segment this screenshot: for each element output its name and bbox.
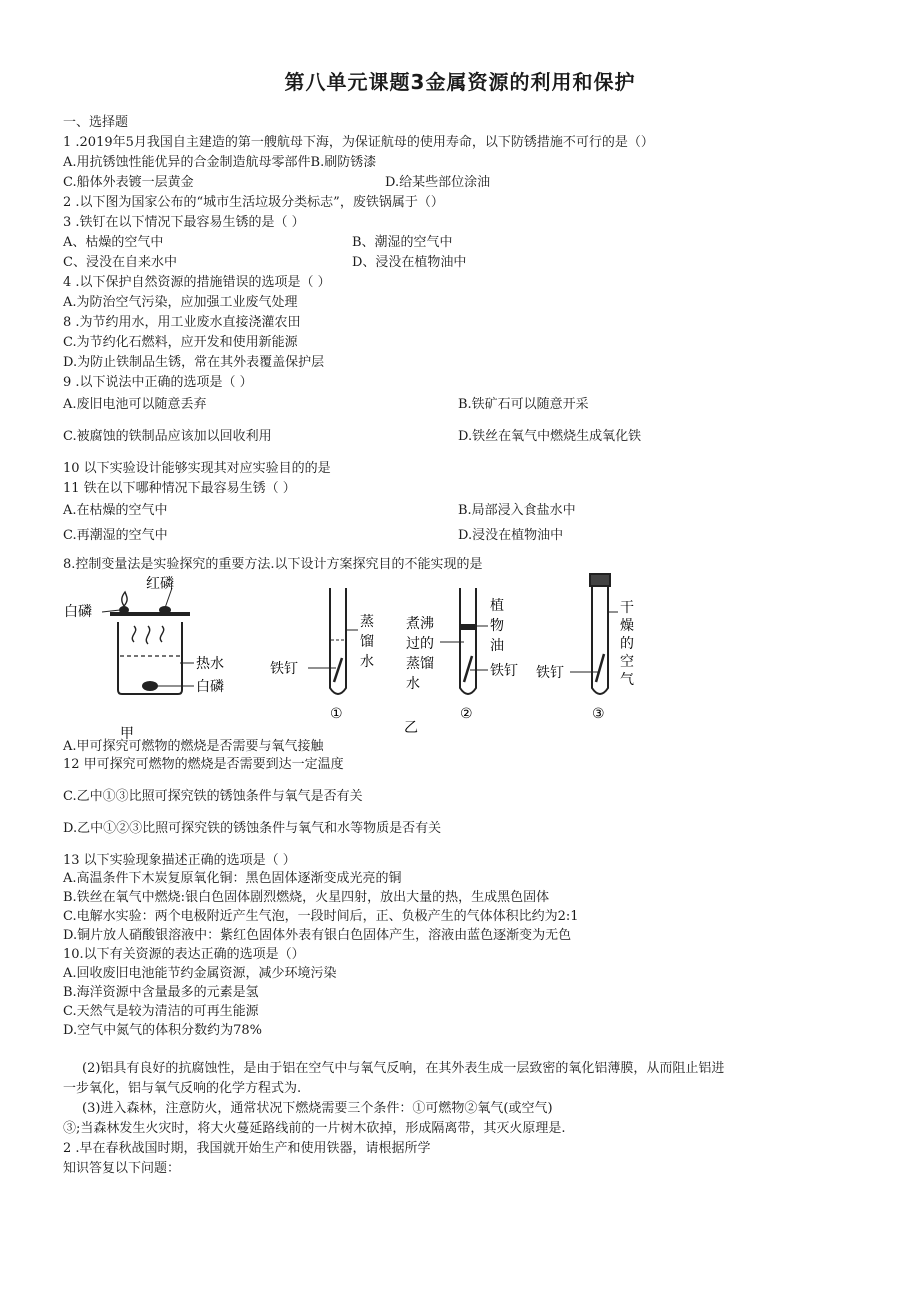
- q9-option-c: C.被腐蚀的铁制品应该加以回收利用: [63, 429, 272, 444]
- q9-stem: 9 .以下说法中正确的选项是（ ）: [63, 375, 253, 390]
- q2b-line-2: 知识答复以下问题：: [63, 1161, 181, 1176]
- q2b-line-1: 2 .早在春秋战国时期，我国就开始生产和使用铁器，请根据所学: [63, 1141, 431, 1156]
- q10-stem: 10 以下实验设计能够实现其对应实验目的的是: [63, 461, 331, 476]
- label-yi: 乙: [404, 720, 418, 736]
- label-hot-water: 热水: [196, 656, 224, 672]
- q11-stem: 11 铁在以下哪种情况下最容易生锈（ ）: [63, 481, 296, 496]
- experiment-figure: [62, 572, 662, 740]
- label-boiled-3: 蒸馏: [406, 656, 434, 672]
- q4-stem: 4 .以下保护自然资源的措施错误的选项是（ ）: [63, 275, 331, 290]
- oil-layer: [461, 624, 475, 630]
- label-tube-2: ②: [460, 706, 473, 722]
- q11-option-a: A.在枯燥的空气中: [63, 503, 168, 518]
- section-heading: 一、选择题: [63, 115, 129, 130]
- q4-option-b: 8 .为节约用水，用工业废水直接浇灌农田: [63, 315, 301, 330]
- label-distilled-water: 蒸馏水: [360, 614, 374, 670]
- label-red-phosphorus: 红磷: [146, 576, 174, 592]
- q10b-stem: 10.以下有关资源的表达正确的选项是（）: [63, 947, 305, 962]
- q13-option-a: A.高温条件下木炭复原氧化铜：黑色固体逐渐变成光亮的铜: [63, 871, 402, 886]
- q2-stem: 2 .以下图为国家公布的“城市生活垃圾分类标志”，废铁锅属于（）: [63, 195, 444, 210]
- q8-option-d: D.乙中①②③比照可探究铁的锈蚀条件与氧气和水等物质是否有关: [63, 821, 442, 836]
- q3-option-c: C、浸没在自来水中: [63, 255, 177, 270]
- q8-option-b: 12 甲可探究可燃物的燃烧是否需要到达一定温度: [63, 757, 344, 772]
- label-nail-2: 铁钉: [490, 663, 518, 679]
- white-phosphorus-top: [120, 607, 128, 613]
- q3-option-a: A、枯燥的空气中: [63, 235, 164, 250]
- q11-option-d: D.浸没在植物油中: [458, 528, 564, 543]
- q4-option-a: A.为防治空气污染，应加强工业废气处理: [63, 295, 298, 310]
- label-white-phosphorus: 白磷: [64, 604, 92, 620]
- page-title: 第八单元课题3金属资源的利用和保护: [284, 70, 636, 94]
- label-jia: 甲: [120, 726, 134, 740]
- q9-option-a: A.废旧电池可以随意丢弃: [63, 397, 207, 412]
- label-white-phosphorus-water: 白磷: [196, 679, 224, 695]
- label-boiled-1: 煮沸: [406, 616, 434, 632]
- label-dry-air: 干燥的空气: [620, 600, 634, 688]
- q1-option-c: C.船体外表镀一层黄金: [63, 175, 194, 190]
- label-tube-3: ③: [592, 706, 605, 722]
- q9-option-d: D.铁丝在氧气中燃烧生成氧化铁: [458, 429, 642, 444]
- q8-option-c: C.乙中①③比照可探究铁的锈蚀条件与氧气是否有关: [63, 789, 363, 804]
- q9-option-b: B.铁矿石可以随意开采: [458, 397, 589, 412]
- test-tube-2: [440, 588, 488, 694]
- q1-options-ab: A.用抗锈蚀性能优异的合金制造航母零部件B.刷防锈漆: [63, 155, 377, 170]
- q10b-option-c: C.天然气是较为清洁的可再生能源: [63, 1004, 259, 1019]
- q4-option-d: D.为防止铁制品生锈，常在其外表覆盖保护层: [63, 355, 325, 370]
- q13-option-b: B.铁丝在氧气中燃烧:银白色固体剧烈燃烧，火星四射，放出大量的热，生成黑色固体: [63, 890, 550, 905]
- para-2-line-2: 一步氧化，铝与氧气反响的化学方程式为.: [63, 1081, 302, 1096]
- white-phosphorus-water: [143, 682, 157, 690]
- q10b-option-d: D.空气中氮气的体积分数约为78%: [63, 1023, 262, 1038]
- q11-option-b: B.局部浸入食盐水中: [458, 503, 576, 518]
- q8-stem: 8.控制变量法是实验探究的重要方法.以下设计方案探究目的不能实现的是: [63, 557, 483, 572]
- para-3-line-2: ③;当森林发生火灾时，将大火蔓延路线前的一片树木砍掉，形成隔离带，其灭火原理是.: [63, 1121, 566, 1136]
- test-tube-1: [308, 588, 358, 694]
- q11-option-c: C.再潮湿的空气中: [63, 528, 168, 543]
- label-oil: 植物油: [490, 598, 504, 654]
- test-tube-3: [570, 574, 618, 694]
- label-nail-3: 铁钉: [536, 665, 564, 681]
- q8-option-a: A.甲可探究可燃物的燃烧是否需要与氧气接触: [63, 739, 324, 754]
- label-tube-1: ①: [330, 706, 343, 722]
- q3-stem: 3 .铁钉在以下情况下最容易生锈的是（ ）: [63, 215, 305, 230]
- q13-option-d: D.铜片放人硝酸银溶液中：紫红色固体外表有银白色固体产生，溶液由蓝色逐渐变为无色: [63, 928, 572, 943]
- iron-nail-2: [464, 656, 472, 682]
- q13-stem: 13 以下实验现象描述正确的选项是（ ）: [63, 853, 296, 868]
- q3-option-d: D、浸没在植物油中: [352, 255, 467, 270]
- para-3-line-1: (3)进入森林，注意防火，通常状况下燃烧需要三个条件：①可燃物②氧气(或空气): [82, 1101, 553, 1116]
- label-boiled-4: 水: [406, 676, 420, 692]
- q4-option-c: C.为节约化石燃料，应开发和使用新能源: [63, 335, 298, 350]
- q1-option-d: D.给某些部位涂油: [385, 175, 491, 190]
- label-nail-1: 铁钉: [270, 661, 298, 677]
- flame-icon: [122, 592, 127, 606]
- q13-option-c: C.电解水实验：两个电极附近产生气泡，一段时间后，正、负极产生的气体体积比约为2:1: [63, 909, 579, 924]
- label-boiled-2: 过的: [406, 636, 434, 652]
- q3-option-b: B、潮湿的空气中: [352, 235, 453, 250]
- q10b-option-a: A.回收废旧电池能节约金属资源，减少环境污染: [63, 966, 337, 981]
- iron-nail-1: [334, 658, 342, 682]
- apparatus-jia: [102, 588, 194, 694]
- q1-stem: 1 .2019年5月我国自主建造的第一艘航母下海，为保证航母的使用寿命，以下防锈措施不可行的是（）: [63, 135, 654, 150]
- para-2-line-1: (2)铝具有良好的抗腐蚀性，是由于铝在空气中与氧气反响，在其外表生成一层致密的氧化铝薄膜，从而阻止铝进: [82, 1061, 725, 1076]
- stopper: [590, 574, 610, 586]
- iron-nail-3: [596, 654, 604, 682]
- q10b-option-b: B.海洋资源中含量最多的元素是氢: [63, 985, 259, 1000]
